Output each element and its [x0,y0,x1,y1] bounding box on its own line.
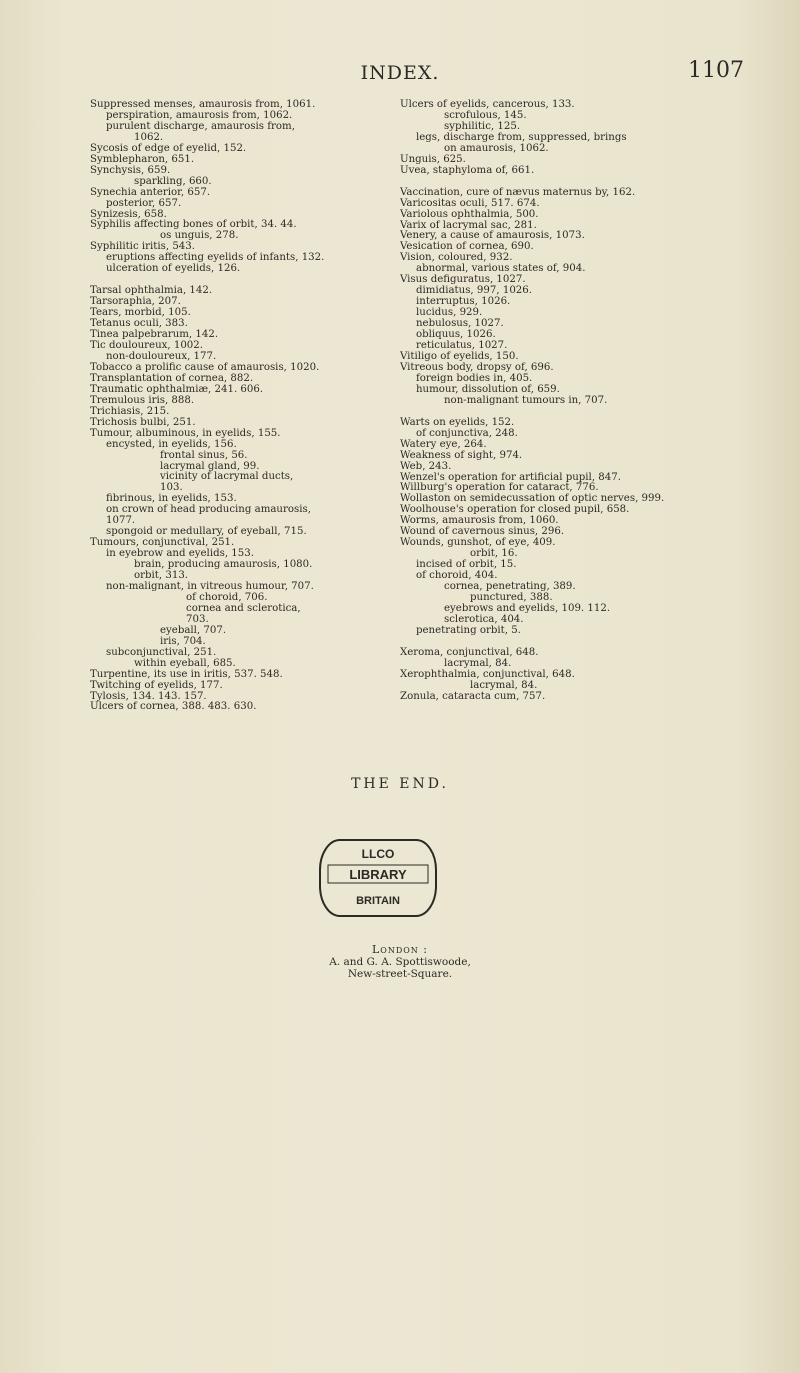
index-entry: spongoid or medullary, of eyeball, 715. [106,526,307,538]
index-entry: Ulcers of eyelids, cancerous, 133. [400,99,575,110]
index-entry: eruptions affecting eyelids of infants, 132. [106,252,325,264]
index-entry: Tumour, albuminous, in eyelids, 155. [90,427,281,439]
index-entry: Varicositas oculi, 517. 674. [400,197,540,209]
index-entry: Unguis, 625. [400,153,466,165]
index-entry: Wound of cavernous sinus, 296. [400,526,565,538]
index-entry: eyeball, 707. [160,624,227,636]
index-entry: Turpentine, its use in iritis, 537. 548. [90,668,283,680]
index-entry: nebulosus, 1027. [416,318,504,330]
index-entry: Tetanus oculi, 383. [90,318,188,330]
index-entry: Tobacco a prolific cause of amaurosis, 1020. [90,361,320,373]
index-group [400,648,740,703]
index-entry: Synchysis, 659. [90,164,171,176]
index-entry: obliquus, 1026. [416,329,496,341]
index-entry: Venery, a cause of amaurosis, 1073. [400,230,585,242]
index-entry: Trichiasis, 215. [90,405,170,417]
index-entry: Vesication of cornea, 690. [400,241,534,253]
index-entry: legs, discharge from, suppressed, brings [416,131,627,143]
index-entry: cornea and sclerotica, [186,602,301,614]
index-column-left [90,100,390,724]
index-entry: in eyebrow and eyelids, 153. [106,548,254,560]
index-entry: Synechia anterior, 657. [90,186,211,198]
index-entry: Tylosis, 134. 143. 157. [90,690,207,702]
index-entry: of choroid, 404. [416,570,498,582]
index-entry: punctured, 388. [470,591,553,603]
index-entry: Twitching of eyelids, 177. [90,679,223,691]
index-entry: Variolous ophthalmia, 500. [400,208,539,220]
index-group [400,418,740,637]
index-entry: Sycosis of edge of eyelid, 152. [90,142,247,154]
index-entry: Tic douloureux, 1002. [90,340,204,352]
index-entry: Symblepharon, 651. [90,153,195,165]
index-entry: of choroid, 706. [186,591,268,603]
index-entry: abnormal, various states of, 904. [416,263,586,275]
index-entry: Transplantation of cornea, 882. [90,372,254,384]
index-entry: perspiration, amaurosis from, 1062. [106,109,293,121]
index-entry: encysted, in eyelids, 156. [106,438,237,450]
index-entry: fibrinous, in eyelids, 153. [106,493,237,505]
stamp-top-text: LLCO [361,847,395,861]
index-column-right [400,100,740,714]
index-entry: Worms, amaurosis from, 1060. [400,515,559,527]
index-entry: Xeroma, conjunctival, 648. [400,646,539,658]
index-entry: 1077. [106,515,136,527]
index-entry: lacrymal, 84. [444,657,512,669]
index-entry: posterior, 657. [106,197,182,209]
index-entry: non-douloureux, 177. [106,350,217,362]
index-entry: subconjunctival, 251. [106,646,217,658]
index-group [400,188,740,407]
stamp-bottom-text: BRITAIN [356,895,400,907]
index-entry: Vitiligo of eyelids, 150. [400,350,519,362]
imprint-printer: A. and G. A. Spottiswoode, [329,956,471,968]
index-entry: Watery eye, 264. [400,438,487,450]
index-entry: Warts on eyelids, 152. [400,416,515,428]
index-entry: incised of orbit, 15. [416,559,517,571]
index-entry: vicinity of lacrymal ducts, [160,471,294,483]
imprint-city: London : [371,943,429,956]
index-entry: Visus defiguratus, 1027. [400,274,526,286]
index-entry: on crown of head producing amaurosis, [106,504,311,516]
index-entry: orbit, 16. [470,548,518,560]
index-entry: Syphilitic iritis, 543. [90,241,196,253]
index-entry: scrofulous, 145. [444,109,527,121]
index-entry: within eyeball, 685. [134,657,236,669]
index-entry: Willburg's operation for cataract, 776. [400,482,599,494]
index-entry: Wenzel's operation for artificial pupil, 847. [400,471,621,483]
index-entry: frontal sinus, 56. [160,449,248,461]
index-entry: brain, producing amaurosis, 1080. [134,559,313,571]
index-entry: foreign bodies in, 405. [416,372,533,384]
index-entry: Tremulous iris, 888. [90,394,195,406]
index-entry: Tears, morbid, 105. [90,307,191,319]
index-entry: sparkling, 660. [134,175,212,187]
imprint-address: New-street-Square. [347,968,453,980]
index-entry: Tarsoraphia, 207. [90,296,181,308]
index-entry: Tumours, conjunctival, 251. [90,537,235,549]
index-entry: Weakness of sight, 974. [400,449,523,461]
index-entry: non-malignant, in vitreous humour, 707. [106,580,314,592]
index-entry: lacrymal, 84. [470,679,538,691]
index-entry: syphilitic, 125. [444,120,521,132]
index-entry: of conjunctiva, 248. [416,427,518,439]
index-entry: Uvea, staphyloma of, 661. [400,164,535,176]
stamp-center-text: LIBRARY [349,867,407,882]
index-entry: Syphilis affecting bones of orbit, 34. 44. [90,219,297,231]
index-entry: Suppressed menses, amaurosis from, 1061. [90,99,316,110]
index-entry: eyebrows and eyelids, 109. 112. [444,602,611,614]
index-entry: Vision, coloured, 932. [400,252,513,264]
index-entry: Xerophthalmia, conjunctival, 648. [400,668,575,680]
index-entry: penetrating orbit, 5. [416,624,521,636]
the-end-heading: THE END. [351,776,449,792]
index-entry: Web, 243. [400,460,452,472]
index-entry: Synizesis, 658. [90,208,167,220]
index-entry: Varix of lacrymal sac, 281. [400,219,537,231]
index-entry: Wounds, gunshot, of eye, 409. [400,537,556,549]
index-entry: ulceration of eyelids, 126. [106,263,241,275]
index-entry: lacrymal gland, 99. [160,460,260,472]
index-entry: dimidiatus, 997, 1026. [416,285,532,297]
index-entry: interruptus, 1026. [416,296,511,308]
index-entry: Vaccination, cure of nævus maternus by, 162. [400,186,636,198]
index-group [90,100,390,275]
index-entry: 703. [186,613,209,625]
library-stamp [318,838,438,918]
index-entry: 1062. [134,131,164,143]
index-entry: Woolhouse's operation for closed pupil, 658. [400,504,630,516]
page-number: 1107 [688,58,744,83]
index-entry: 103. [160,482,183,494]
index-entry: cornea, penetrating, 389. [444,581,576,593]
index-entry: Ulcers of cornea, 388. 483. 630. [90,701,257,713]
index-entry: Wollaston on semidecussation of optic nerves, 999. [400,493,665,505]
index-entry: humour, dissolution of, 659. [416,383,560,395]
index-entry: non-malignant tumours in, 707. [444,394,608,406]
index-entry: reticulatus, 1027. [416,340,508,352]
index-entry: Vitreous body, dropsy of, 696. [400,361,554,373]
index-entry: lucidus, 929. [416,307,483,319]
index-entry: purulent discharge, amaurosis from, [106,120,295,132]
index-entry: on amaurosis, 1062. [444,142,549,154]
running-head: INDEX. [360,62,440,84]
index-entry: Trichosis bulbi, 251. [90,416,196,428]
index-entry: orbit, 313. [134,570,189,582]
index-entry: sclerotica, 404. [444,613,524,625]
index-entry: Tarsal ophthalmia, 142. [90,285,213,297]
index-entry: os unguis, 278. [160,230,239,242]
index-entry: Zonula, cataracta cum, 757. [400,690,546,702]
index-entry: Tinea palpebrarum, 142. [90,329,219,341]
index-entry: Traumatic ophthalmiæ, 241. 606. [90,383,264,395]
index-group [400,100,740,177]
index-group [90,286,390,713]
printer-imprint [0,944,800,980]
index-entry: iris, 704. [160,635,206,647]
